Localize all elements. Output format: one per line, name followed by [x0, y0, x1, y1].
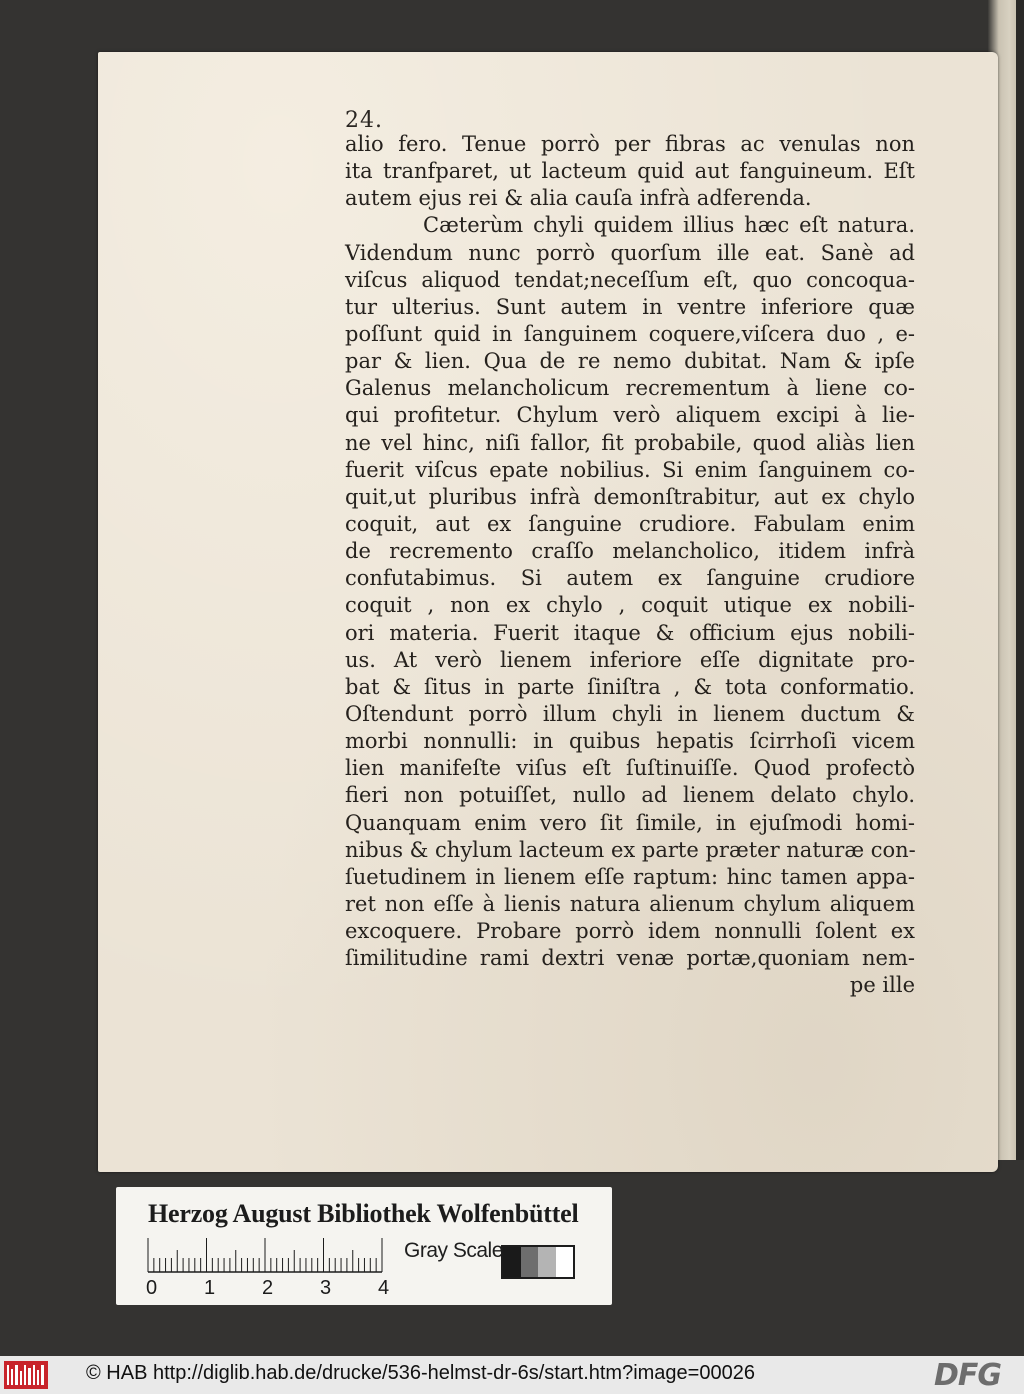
page-number: 24.: [345, 108, 383, 133]
text-line: ne vel hinc, niſi fallor, fit probabile, quod aliàs lien: [345, 430, 915, 455]
library-title: Herzog August Bibliothek Wolfenbüttel: [148, 1199, 579, 1228]
ruler-number: 4: [378, 1277, 390, 1299]
scan-edge-shadow: [1016, 0, 1024, 1160]
text-line: coquit, aut ex ſanguine crudiore. Fabulam enim: [345, 511, 915, 536]
text-line: autem ejus rei & alia cauſa infrà adferenda.: [345, 186, 812, 211]
text-line: confutabimus. Si autem ex ſanguine crudiore: [345, 566, 915, 591]
text-line: tur ulterius. Sunt autem in ventre inferiore quæ: [345, 294, 915, 319]
text-line: ori materia. Fuerit itaque & officium ejus nobili-: [345, 620, 915, 645]
ruler-number: 2: [262, 1277, 274, 1299]
hab-logo-icon: [4, 1361, 48, 1389]
text-line: us. At verò lienem inferiore eſſe dignitate pro-: [345, 647, 915, 672]
ruler-number: 1: [204, 1277, 216, 1299]
text-line: fuerit viſcus epate nobilius. Si enim ſanguinem co-: [345, 457, 915, 482]
text-line: qui profitetur. Chylum verò aliquem excipi à lie-: [345, 403, 915, 428]
text-line: excoquere. Probare porrò idem nonnulli ſolent ex: [345, 919, 915, 944]
text-line: lien manifeſte viſus eſt ſuſtinuiſſe. Quod profectò: [345, 756, 915, 781]
library-label: [116, 1187, 612, 1305]
gray-swatch: [538, 1247, 556, 1277]
gray-swatch: [503, 1247, 521, 1277]
text-line: nibus & chylum lacteum ex parte præter naturæ con-: [345, 837, 916, 862]
text-line: de recremento craſſo melancholico, itidem infrà: [345, 539, 915, 564]
ruler-number: 0: [146, 1277, 158, 1299]
dfg-logo: DFG: [934, 1358, 1002, 1393]
text-line: morbi nonnulli: in quibus hepatis ſcirrhoſi vicem: [345, 729, 915, 754]
text-line: viſcus aliquod tendat;neceſſum eſt, quo concoqua-: [345, 267, 915, 292]
gray-swatch: [556, 1247, 574, 1277]
text-line: quit,ut pluribus infrà demonſtrabitur, aut ex chylo: [345, 484, 915, 509]
body-text: [345, 131, 915, 1000]
text-line: coquit , non ex chylo , coquit utique ex nobili-: [345, 593, 915, 618]
text-line: ſimilitudine rami dextri venæ portæ,quoniam nem-: [345, 946, 915, 971]
text-line: par & lien. Qua de re nemo dubitat. Nam & ipſe: [345, 349, 915, 374]
text-line: Oſtendunt porrò illum chyli in lienem ductum &: [345, 701, 915, 726]
text-line: Videndum nunc porrò quorſum ille eat. Sanè ad: [345, 240, 915, 265]
text-line: ret non eſſe à lienis natura alienum chylum aliquem: [345, 891, 915, 916]
text-line: Galenus melancholicum recrementum à liene co-: [345, 376, 915, 401]
text-line: fieri non potuiſſet, nullo ad lienem delato chylo.: [345, 783, 915, 808]
ruler-number: 3: [320, 1277, 332, 1299]
ruler-icon: [146, 1237, 386, 1273]
text-line: poſſunt quid in ſanguinem coquere,viſcera duo , e-: [345, 321, 915, 346]
text-line: alio fero. Tenue porrò per fibras ac venulas non: [345, 132, 915, 156]
copyright-url[interactable]: © HAB http://diglib.hab.de/drucke/536-helmst-dr-6s/start.htm?image=00026: [86, 1362, 755, 1384]
text-line: Cæterùm chyli quidem illius hæc eſt natura.: [423, 213, 915, 238]
text-line: bat & ſitus in parte ſiniſtra , & tota conformatio.: [345, 674, 915, 699]
text-line: Quanquam enim vero ſit ſimile, in ejuſmodi homi-: [345, 810, 915, 835]
gray-scale-swatch: [501, 1245, 575, 1279]
text-line: ſuetudinem in lienem eſſe raptum: hinc tamen appa-: [345, 864, 915, 889]
gray-swatch: [521, 1247, 539, 1277]
text-line: ita tranfparet, ut lacteum quid aut fanguineum. Eſt: [345, 159, 915, 184]
gray-scale-label: Gray Scale: [404, 1239, 503, 1262]
footer-bar: [0, 1356, 1024, 1394]
catchword: pe ille: [849, 973, 915, 998]
